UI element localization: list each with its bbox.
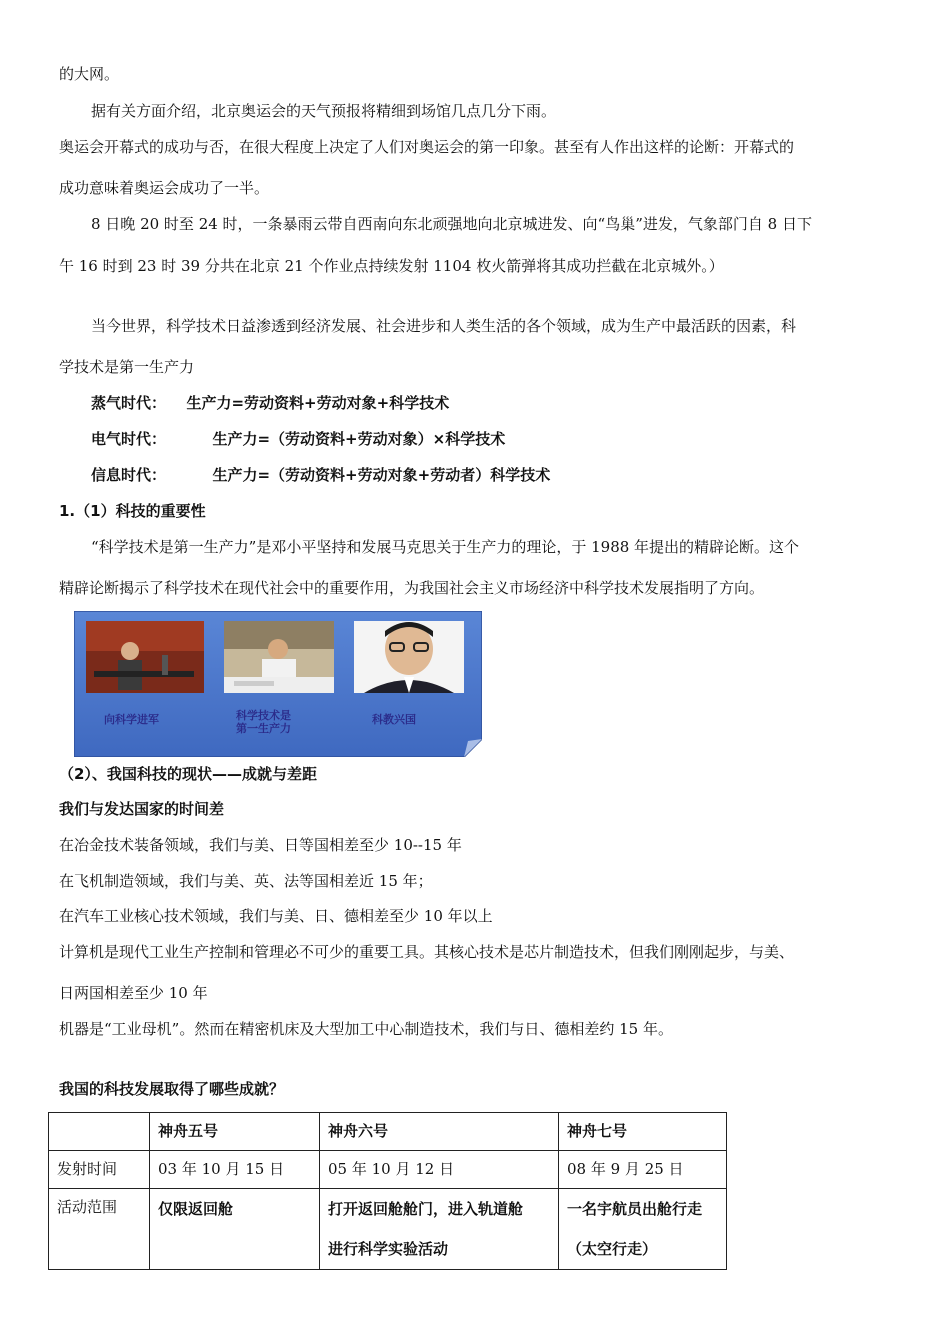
header-shenzhou-7: 神舟七号 <box>559 1113 727 1151</box>
scope-shenzhou-6 <box>320 1189 559 1270</box>
leaders-picture-banner <box>74 611 482 757</box>
scope-line: 打开返回舱舱门，进入轨道舱 <box>328 1200 524 1218</box>
era-label: 信息时代： <box>91 466 167 484</box>
section-subheading-time-gap: 我们与发达国家的时间差 <box>59 800 225 818</box>
paragraph-deng-line1: “科学技术是第一生产力”是邓小平坚持和发展马克思关于生产力的理论，于 1988 年提出的精辟论断。这个 <box>91 538 800 556</box>
gap-metallurgy: 在冶金技术装备领域，我们与美、日等国相差至少 10--15 年 <box>59 836 462 854</box>
caption-science-first-line1: 科学技术是 <box>236 709 291 722</box>
caption-science-first-line2: 第一生产力 <box>236 722 291 735</box>
gap-automotive: 在汽车工业核心技术领域，我们与美、日、德相差至少 10 年以上 <box>59 907 493 925</box>
table-row-launch <box>49 1151 727 1189</box>
table-header-row <box>49 1113 727 1151</box>
launch-shenzhou-7: 08 年 9 月 25 日 <box>559 1151 727 1189</box>
row-label-activity-scope: 活动范围 <box>49 1189 150 1270</box>
paragraph-rainstorm-line1: 8 日晚 20 时至 24 时，一条暴雨云带自西南向东北顽强地向北京城进发、向“鸟巢”进发，气象部门自 8 日下 <box>91 215 812 233</box>
era-label: 电气时代： <box>91 430 167 448</box>
gap-aircraft: 在飞机制造领域，我们与美、英、法等国相差近 15 年； <box>59 872 433 890</box>
paragraph-forecast: 据有关方面介绍，北京奥运会的天气预报将精细到场馆几点几分下雨。 <box>91 102 557 120</box>
era-formula: 生产力=（劳动资料+劳动对象）×科学技术 <box>212 430 506 448</box>
shenzhou-table <box>48 1112 727 1270</box>
scope-line: （太空行走） <box>567 1240 658 1258</box>
paragraph-opening-line1: 奥运会开幕式的成功与否，在很大程度上决定了人们对奥运会的第一印象。甚至有人作出这样的论断：开幕式的 <box>59 138 795 156</box>
era-formula: 生产力=劳动资料+劳动对象+科学技术 <box>186 394 450 412</box>
header-shenzhou-6: 神舟六号 <box>320 1113 559 1151</box>
gap-computer-line2: 日两国相差至少 10 年 <box>59 984 208 1002</box>
paragraph-science-line1: 当今世界，科学技术日益渗透到经济发展、社会进步和人类生活的各个领域，成为生产中最活跃的因素，科 <box>91 317 797 335</box>
scope-line: 一名宇航员出舱行走 <box>567 1200 703 1218</box>
scope-shenzhou-7 <box>559 1189 727 1270</box>
table-corner-cell <box>49 1113 150 1151</box>
gap-machine-tools: 机器是“工业母机”。然而在精密机床及大型加工中心制造技术，我们与日、德相差约 15 年。 <box>59 1020 673 1038</box>
photo-deng <box>224 621 334 693</box>
section-heading-importance: 1.（1）科技的重要性 <box>59 502 206 520</box>
launch-shenzhou-5: 03 年 10 月 15 日 <box>150 1151 320 1189</box>
scope-shenzhou-5 <box>150 1189 320 1270</box>
section-heading-status: （2）、我国科技的现状——成就与差距 <box>59 765 317 783</box>
caption-march-to-science: 向科学进军 <box>104 713 159 726</box>
paragraph-science-line2: 学技术是第一生产力 <box>59 358 195 376</box>
paragraph-deng-line2: 精辟论断揭示了科学技术在现代社会中的重要作用，为我国社会主义市场经济中科学技术发展指明了方向。 <box>59 579 765 597</box>
table-row-scope <box>49 1189 727 1270</box>
era-label: 蒸气时代： <box>91 394 167 412</box>
paragraph-fragment: 的大网。 <box>59 65 120 83</box>
photo-mao <box>86 621 204 693</box>
caption-science-education: 科教兴国 <box>372 713 416 726</box>
era-formula: 生产力=（劳动资料+劳动对象+劳动者）科学技术 <box>212 466 551 484</box>
era-row-electric <box>91 429 505 449</box>
achievements-question: 我国的科技发展取得了哪些成就？ <box>59 1080 285 1098</box>
paragraph-opening-line2: 成功意味着奥运会成功了一半。 <box>59 179 270 197</box>
scope-line: 仅限返回舱 <box>158 1200 234 1218</box>
launch-shenzhou-6: 05 年 10 月 12 日 <box>320 1151 559 1189</box>
paragraph-rainstorm-line2: 午 16 时到 23 时 39 分共在北京 21 个作业点持续发射 1104 枚火箭弹将其成功拦截在北京城外。） <box>59 257 724 275</box>
scope-line: 进行科学实验活动 <box>328 1240 449 1258</box>
era-row-steam <box>91 393 449 413</box>
gap-computer-line1: 计算机是现代工业生产控制和管理必不可少的重要工具。其核心技术是芯片制造技术，但我们刚刚起步，与美、 <box>59 943 795 961</box>
photo-jiang <box>354 621 464 693</box>
row-label-launch-time: 发射时间 <box>49 1151 150 1189</box>
era-row-information <box>91 465 550 485</box>
header-shenzhou-5: 神舟五号 <box>150 1113 320 1151</box>
